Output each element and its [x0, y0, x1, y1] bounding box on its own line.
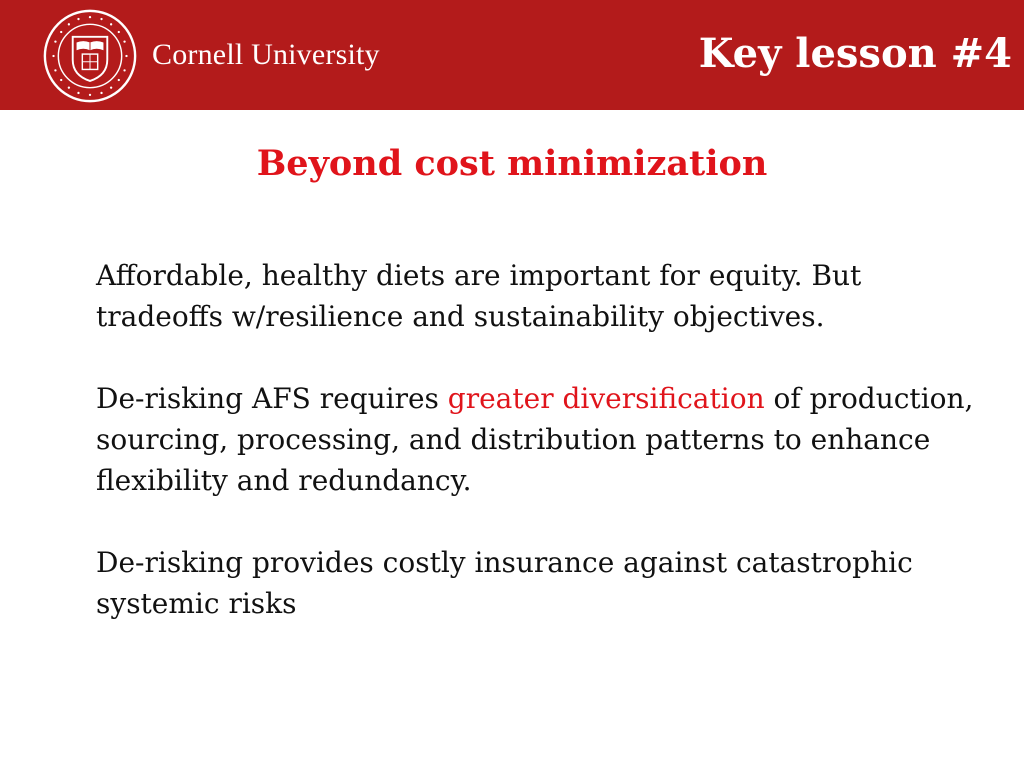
header-bar [0, 0, 1024, 110]
highlighted-term: greater diversification [447, 382, 765, 415]
slide-body [96, 255, 996, 665]
cornell-seal-icon [42, 8, 138, 104]
paragraph-equity: Affordable, healthy diets are important for equity. But tradeoffs w/resilience and sustainability objectives. [96, 259, 862, 333]
paragraph-insurance: De-risking provides costly insurance against catastrophic systemic risks [96, 546, 913, 620]
lesson-title: Key lesson #4 [698, 30, 1012, 77]
paragraph-text-after: of production, sourcing, processing, and distribution patterns to enhance flexibility and redundancy. [96, 382, 974, 497]
paragraph-text-before: De-risking AFS requires [96, 382, 448, 415]
slide-subtitle: Beyond cost minimization [256, 143, 768, 184]
paragraph-diversification [96, 378, 996, 501]
brand-name: Cornell University [152, 38, 380, 71]
